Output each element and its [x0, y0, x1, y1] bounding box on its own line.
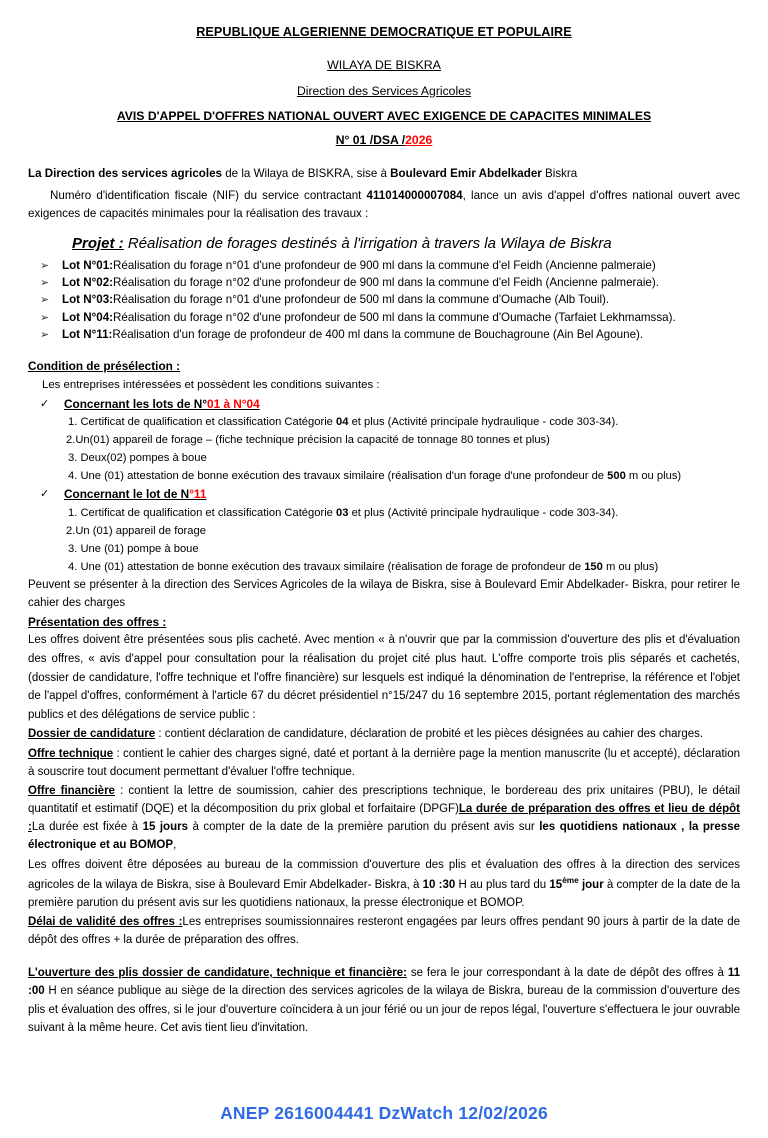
list-item	[28, 468, 740, 485]
notice-number-year: 2026	[405, 132, 433, 147]
list-item	[28, 541, 740, 558]
precondition-group-1-header	[28, 396, 740, 414]
ouverture-text-2: H en séance publique au siège de la direction des services agricoles de la wilaya de Biskra, bureau de la commission d'ouverture des plis et évaluation des offres, si le jour d'ouverture coïncidera à un jour férié ou un jour de repos légal, l'ouverture s'effectuera le jour ouvrable suivant à la même heure. Cet avis tient lieu d'invitation.	[28, 985, 740, 1034]
section-spacer	[28, 949, 740, 963]
group-title-red: 01 à N°04	[207, 396, 260, 411]
item-pre: 1. Certificat de qualification et classification Catégorie	[68, 507, 337, 520]
duree-text-2: à compter de la date de la première parution du présent avis sur	[187, 821, 540, 834]
depot-text-2: H au plus tard du	[455, 878, 550, 891]
item-pre: 4. Une (01) attestation de bonne exécution des travaux similaire (réalisation d'un forage d'une profondeur de	[68, 469, 608, 482]
duree-text-1: La durée est fixée à	[31, 821, 143, 834]
list-item	[28, 414, 740, 431]
presentation-title: Présentation des offres :	[28, 614, 167, 629]
intro-paragraph	[28, 187, 740, 225]
depot-text-3: à compter de la date de la première parution du présent avis sur les quotidiens nationaux, la presse électronique et BOMOP.	[28, 878, 741, 909]
notice-title: AVIS D'APPEL D'OFFRES NATIONAL OUVERT AVEC EXIGENCE DE CAPACITES MINIMALES	[116, 109, 652, 124]
check-icon: ✓	[40, 487, 50, 501]
intro-end-text: Biskra	[541, 167, 578, 181]
lot-text	[62, 257, 740, 274]
dossier-text: : contient déclaration de candidature, déclaration de probité et les pièces désignées au cahier des charges.	[155, 728, 704, 741]
duree-text-3: ,	[173, 839, 177, 852]
wilaya-title: WILAYA DE BISKRA	[327, 58, 441, 72]
intro-bold-address: Boulevard Emir Abdelkader	[390, 167, 542, 181]
arrow-bullet-icon: ➢	[40, 310, 50, 324]
intro-mid-text: de la Wilaya de BISKRA, sise à	[221, 167, 391, 181]
precondition-group-2-header	[28, 486, 740, 504]
lot-description: Réalisation du forage n°01 d'une profondeur de 900 ml dans la commune d'el Feidh (Ancienne palmeraie)	[113, 258, 656, 272]
depot-day-word: jour	[578, 878, 604, 891]
item-bold: 150	[584, 560, 603, 573]
item-pre: 4. Une (01) attestation de bonne exécution des travaux similaire (réalisation de forage de profondeur de	[68, 560, 585, 573]
anep-footer: ANEP 2616004441 DzWatch 12/02/2026	[220, 1103, 548, 1123]
arrow-bullet-icon: ➢	[40, 293, 50, 307]
project-label: Projet :	[72, 235, 124, 253]
offre-technique-line	[28, 745, 740, 781]
item-bold: 03	[336, 507, 349, 520]
arrow-bullet-icon: ➢	[40, 258, 50, 272]
lot-description: Réalisation du forage n°02 d'une profondeur de 900 ml dans la commune d'el Feidh (Ancienne palmeraie).	[113, 275, 659, 289]
lots-list	[28, 257, 740, 344]
republic-title: REPUBLIQUE ALGERIENNE DEMOCRATIQUE ET POPULAIRE	[196, 25, 572, 39]
check-icon: ✓	[40, 396, 50, 410]
lot-description: Réalisation d'un forage de profondeur de 400 ml dans la commune de Bouchagroune (Ain Bel Agoune).	[112, 328, 644, 342]
list-item	[28, 559, 740, 576]
depot-day-suffix: ème	[562, 875, 579, 885]
validite-label: Délai de validité des offres :	[28, 915, 183, 928]
lot-name: Lot N°03:	[62, 293, 114, 307]
item-post: m ou plus)	[625, 469, 682, 482]
ouverture-paragraph	[28, 964, 740, 1037]
nif-prefix: Numéro d'identification fiscale (NIF) du service contractant	[50, 188, 367, 202]
project-title: Réalisation de forages destinés à l'irrigation à travers la Wilaya de Biskra	[123, 235, 612, 253]
technique-text: : contient le cahier des charges signé, daté et portant à la dernière page la mention manuscrite (lu et accepté), déclaration à souscrire tout document permettant d'évaluer l'offre technique.	[28, 747, 740, 778]
notice-number	[28, 132, 740, 148]
lot-name: Lot N°11:	[62, 328, 113, 342]
financiere-text: : contient la lettre de soumission, cahier des prescriptions technique, le bordereau des prix unitaires (PBU), le détail quantitatif et estimatif (DQE) et la décomposition du prix global et forfaitaire (DPGF)	[28, 784, 741, 816]
lot-name: Lot N°04:	[62, 310, 114, 324]
group-title	[64, 486, 206, 504]
item-bold: 04	[336, 416, 349, 429]
dossier-label: Dossier de candidature	[28, 728, 156, 741]
arrow-bullet-icon: ➢	[40, 328, 50, 342]
lot-text	[62, 309, 740, 326]
precondition-closing: Peuvent se présenter à la direction des Services Agricoles de la wilaya de Biskra, sise à Boulevard Emir Abdelkader- Biskra, pour retirer le cahier des charges	[28, 579, 740, 609]
lot-name: Lot N°01:	[62, 258, 114, 272]
precondition-subtitle: Les entreprises intéressées et possèdent les conditions suivantes :	[42, 379, 380, 392]
intro-bold-direction: La Direction des services agricoles	[28, 167, 222, 181]
list-item	[28, 274, 740, 291]
duree-bold-2: les quotidiens nationaux , la presse électronique et au BOMOP	[28, 821, 740, 852]
lot-description: Réalisation du forage n°02 d'une profondeur de 500 ml dans la commune d'Oumache (Tarfaiet Lekhmamssa).	[113, 310, 676, 324]
group-title	[64, 396, 260, 414]
list-item	[28, 326, 740, 343]
nif-suffix: , lance un avis d'appel d'offres national ouvert avec exigences de capacités minimales pour la réalisation des travaux :	[28, 188, 740, 221]
item-bold: 500	[607, 469, 626, 482]
presentation-paragraph: Les offres doivent être présentées sous plis cacheté. Avec mention « à n'ouvrir que par la commission d'ouverture des plis et d'évaluation des offres, « avis d'appel pour consultation pour la réalisation du projet cité plus haut. L'offre comporte trois plis séparés et cachetés, (dossier de candidature, l'offre technique et l'offre financière) sur lesquels est indiqué la dénomination de l'entreprise, la référence et l'objet de l'appel d'offres, conformément à l'article 67 du décret présidentiel n°15/247 du 16 septembre 2015, portant réglementation des marchés publics et des délégations de service public :	[28, 634, 740, 721]
lot-description: Réalisation du forage n°01 d'une profondeur de 500 ml dans la commune d'Oumache (Alb Touil).	[113, 293, 610, 307]
duree-bold-1: 15 jours	[142, 821, 188, 834]
duree-label: La durée de préparation des offres et lieu de dépôt :	[28, 803, 740, 834]
arrow-bullet-icon: ➢	[40, 275, 50, 289]
ouverture-label: L'ouverture des plis dossier de candidature, technique et financière:	[28, 967, 407, 980]
list-item	[28, 291, 740, 308]
technique-label: Offre technique	[28, 747, 114, 760]
item-pre: 3. Deux(02) pompes à boue	[68, 451, 207, 464]
depot-paragraph	[28, 856, 740, 912]
offre-financiere-line	[28, 782, 740, 855]
item-pre: 2.Un(01) appareil de forage – (fiche technique précision la capacité de tonnage 80 tonnes et plus)	[66, 434, 550, 447]
group-title-black: Concernant le lot de N	[64, 487, 190, 502]
financiere-label: Offre financière	[28, 784, 115, 797]
validite-text: Les entreprises soumissionnaires resteront engagées par leurs offres pendant 90 jours à partir de la date de dépôt des offres + la durée de préparation des offres.	[28, 915, 741, 947]
list-item	[28, 523, 740, 540]
notice-number-prefix: N° 01 /DSA /	[335, 132, 406, 147]
ouverture-text-1: se fera le jour correspondant à la date de dépôt des offres à	[406, 967, 728, 980]
lot-text	[62, 274, 740, 291]
lot-name: Lot N°02:	[62, 275, 114, 289]
depot-time: 10 :30	[422, 878, 456, 891]
lot-text	[62, 291, 740, 308]
list-item	[28, 450, 740, 467]
precondition-title: Condition de présélection :	[28, 358, 181, 373]
document-header	[28, 0, 740, 148]
list-item	[28, 505, 740, 522]
intro-line-1	[28, 165, 740, 182]
item-pre: 3. Une (01) pompe à boue	[68, 542, 199, 555]
validite-paragraph	[28, 913, 740, 949]
project-line	[28, 234, 740, 254]
item-post: et plus (Activité principale hydraulique - code 303-34).	[348, 507, 619, 520]
depot-day-number: 15	[549, 878, 563, 891]
direction-title: Direction des Services Agricoles	[296, 83, 472, 98]
list-item	[28, 257, 740, 274]
item-pre: 1. Certificat de qualification et classification Catégorie	[68, 416, 337, 429]
group-title-red: °11	[189, 487, 207, 502]
lot-text	[62, 326, 740, 343]
ouverture-time: 11 :00	[28, 967, 740, 998]
dossier-candidature-line	[28, 725, 740, 743]
list-item	[28, 432, 740, 449]
list-item	[28, 309, 740, 326]
item-pre: 2.Un (01) appareil de forage	[66, 524, 206, 537]
item-post: m ou plus)	[602, 560, 659, 573]
nif-number: 411014000007084	[366, 188, 463, 202]
item-post: et plus (Activité principale hydraulique - code 303-34).	[348, 416, 619, 429]
group-title-black: Concernant les lots de N°	[64, 396, 208, 411]
depot-text-1: Les offres doivent être déposées au bureau de la commission d'ouverture des plis et évaluation des offres à la direction des services agricoles de la wilaya de Biskra, sise à Boulevard Emir Abdelkader- Biskra, à	[28, 858, 740, 891]
